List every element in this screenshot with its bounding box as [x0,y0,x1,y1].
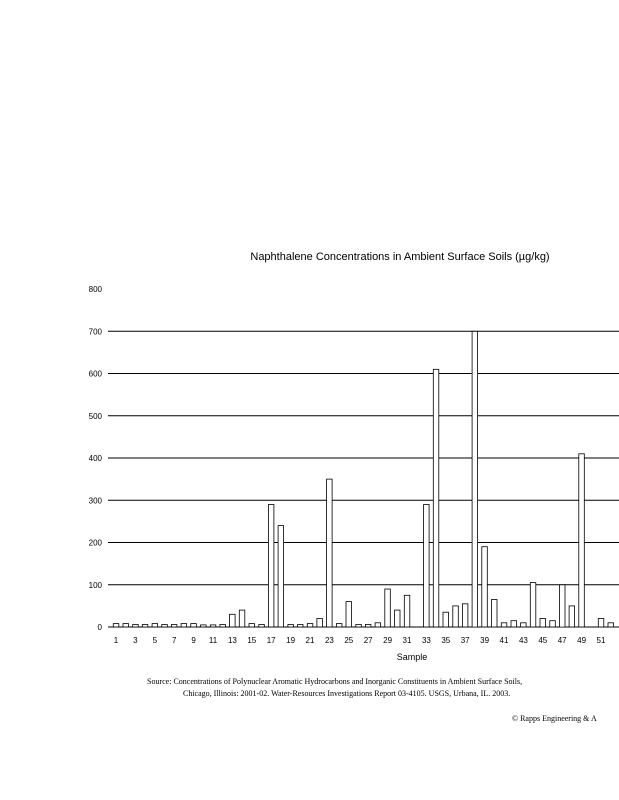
x-tick-label: 25 [344,636,354,645]
bar-sample-30 [395,610,401,627]
bar-sample-11 [210,625,216,627]
y-tick-label: 800 [88,285,102,294]
bar-sample-20 [298,625,304,628]
bar-sample-34 [433,369,439,627]
y-tick-label: 400 [88,454,102,463]
bar-sample-14 [239,610,245,627]
bar-sample-45 [540,619,546,628]
bar-sample-28 [375,623,381,627]
bar-sample-27 [365,625,371,628]
x-tick-label: 17 [266,636,276,645]
x-tick-label: 43 [518,636,528,645]
x-tick-label: 19 [286,636,296,645]
y-tick-label: 0 [97,623,102,632]
x-tick-label: 3 [133,636,138,645]
bar-sample-24 [336,624,342,627]
x-tick-label: 9 [191,636,196,645]
y-tick-label: 600 [88,369,102,379]
x-tick-label: 31 [402,636,412,645]
y-tick-label: 500 [88,411,102,421]
bar-sample-36 [453,606,459,627]
bar-sample-33 [424,505,430,628]
y-tick-label: 200 [88,538,102,548]
x-tick-label: 23 [324,636,334,645]
bar-sample-7 [171,625,177,628]
bar-sample-39 [482,547,488,627]
gridlines [108,331,619,627]
x-tick-labels [114,636,606,645]
bar-sample-3 [133,625,139,628]
bar-sample-5 [152,624,158,627]
bars [113,331,613,627]
x-tick-label: 49 [577,636,587,645]
y-tick-label: 300 [88,496,102,506]
x-tick-label: 35 [441,636,451,645]
x-tick-label: 21 [305,636,315,645]
bar-sample-17 [268,505,274,628]
bar-sample-49 [579,454,585,627]
bar-sample-4 [142,625,148,628]
x-axis-label: Sample [396,652,428,662]
x-tick-label: 5 [152,636,158,645]
bar-sample-35 [443,612,449,627]
x-tick-label: 41 [499,636,509,645]
x-tick-label: 11 [208,636,218,645]
bar-sample-44 [530,583,536,627]
bar-sample-22 [317,619,323,628]
x-tick-label: 33 [421,636,431,645]
bar-sample-18 [278,526,284,627]
source-line-2: Chicago, Illinois: 2001-02. Water-Resources Investigations Report 03-4105. USGS, Urbana, IL. 2003. [183,689,511,698]
x-tick-label: 45 [538,636,548,645]
bar-sample-47 [560,585,566,627]
bar-sample-26 [356,625,362,628]
x-tick-label: 27 [363,636,373,645]
bar-sample-21 [307,624,313,627]
bar-sample-6 [162,625,168,628]
bar-sample-38 [472,331,478,627]
y-tick-label: 700 [88,327,102,337]
x-tick-label: 1 [113,636,119,645]
bar-sample-12 [220,625,226,628]
x-tick-label: 39 [480,636,490,645]
x-tick-label: 51 [596,636,606,645]
bar-sample-19 [288,625,294,628]
x-tick-label: 37 [460,636,470,645]
bar-sample-23 [327,479,333,627]
bar-sample-8 [181,624,187,627]
bar-sample-25 [346,602,352,627]
copyright-notice: © Rapps Engineering & A [512,714,597,723]
bar-sample-13 [230,614,236,627]
bar-sample-46 [550,621,556,627]
bar-sample-37 [462,604,468,627]
bar-sample-52 [608,623,614,627]
bar-sample-10 [201,625,207,627]
bar-sample-16 [259,625,265,628]
y-tick-labels [89,285,103,632]
bar-sample-9 [191,624,197,627]
bar-sample-41 [501,623,507,627]
bar-sample-29 [385,589,391,627]
bar-sample-51 [598,619,604,628]
bar-sample-31 [404,595,410,627]
x-tick-label: 29 [383,636,393,645]
x-tick-label: 7 [171,636,177,645]
bar-sample-43 [521,623,527,627]
bar-sample-1 [113,624,119,627]
chart-title: Naphthalene Concentrations in Ambient Surface Soils (µg/kg) [250,251,550,263]
x-tick-label: 13 [227,636,237,645]
bar-sample-15 [249,624,255,627]
source-line-1: Source: Concentrations of Polynuclear Aromatic Hydrocarbons and Inorganic Constituents in Ambient Surface Soils, [147,677,523,686]
x-tick-label: 15 [247,636,257,645]
y-tick-label: 100 [88,580,102,590]
bar-sample-48 [569,606,575,627]
bar-sample-42 [511,621,517,627]
x-tick-label: 47 [557,636,567,645]
bar-sample-2 [123,624,129,627]
bar-sample-40 [492,600,498,628]
